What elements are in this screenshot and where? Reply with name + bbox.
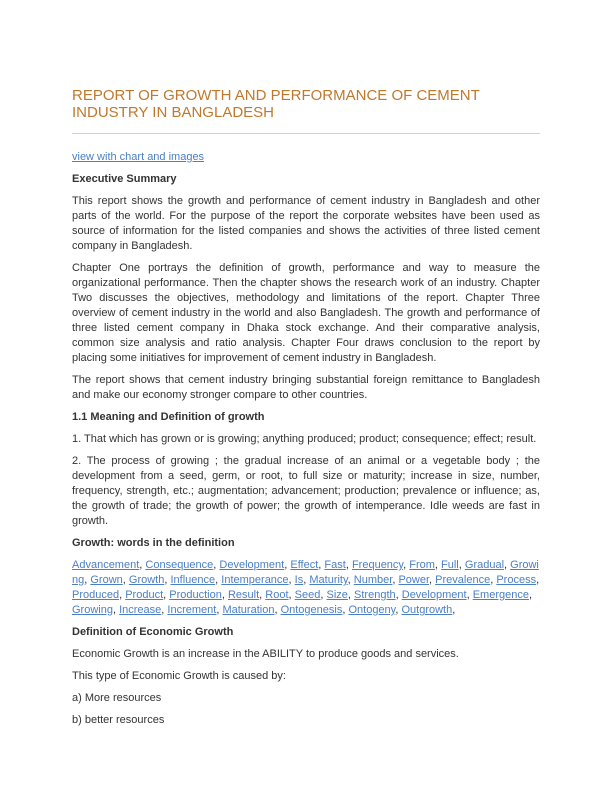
word-link[interactable]: Root [265, 589, 289, 601]
word-link[interactable]: Emergence [472, 589, 529, 601]
word-link[interactable]: Process [496, 574, 537, 586]
word-link[interactable]: Production [169, 589, 222, 601]
view-chart-link[interactable]: view with chart and images [72, 151, 205, 163]
definition-1: 1. That which has grown or is growing; anything produced; product; consequence; effect; result. [72, 433, 537, 445]
word-link[interactable]: Consequence [145, 559, 214, 571]
word-link[interactable]: Size [326, 589, 348, 601]
word-link[interactable]: Development [219, 559, 285, 571]
summary-paragraph-1: This report shows the growth and performance of cement industry in Bangladesh and other parts of the world. For the purpose of the report the corporate websites have been used as source of information for the listed companies and shows the activities of three listed cement company in Bangladesh. [72, 195, 540, 252]
word-link[interactable]: Frequency [351, 559, 404, 571]
economic-growth-text: Economic Growth is an increase in the ABILITY to produce goods and services. [72, 648, 459, 660]
executive-summary-heading: Executive Summary [72, 173, 177, 185]
word-link[interactable]: Result [227, 589, 260, 601]
definition-2: 2. The process of growing ; the gradual increase of an animal or a vegetable body ; the development from a seed, germ, or root, to full size or maturity; increase in size, number, frequency, strength, etc.; augmentation; advancement; production; prevalence or influence; as, the growth of trade; the growth of power; the growth of intemperance. Idle weeds are fast in growth. [72, 455, 540, 527]
summary-paragraph-2: Chapter One portrays the definition of growth, performance and way to measure the organizational performance. Then the chapter shows the research work of an industry. Chapter Two discusses the objectives, methodology and limitations of the report. Chapter Three overview of cement industry in the world and also Bangladesh. The growth and performance of three listed cement company in Dhaka stock exchange. And their comparative analysis, common size analysis and ratio analysis. Chapter Four draws conclusion to the report by placing some initiatives for improvement of cement industry in Bangladesh. [72, 262, 540, 364]
word-link[interactable]: Increment [167, 604, 217, 616]
word-link[interactable]: Strength [354, 589, 396, 601]
word-link[interactable]: Grown [90, 574, 123, 586]
word-link[interactable]: Advancement [72, 559, 140, 571]
word-link[interactable]: Prevalence [435, 574, 491, 586]
word-link[interactable]: Growing [72, 559, 539, 586]
word-link[interactable]: Ontogenesis [280, 604, 343, 616]
word-link[interactable]: Development [401, 589, 467, 601]
summary-paragraph-3: The report shows that cement industry bringing substantial foreign remittance to Bangladesh and make our economy stronger compare to other countries. [72, 374, 540, 401]
word-link[interactable]: Increase [119, 604, 162, 616]
word-link[interactable]: Influence [170, 574, 216, 586]
word-link[interactable]: Power [398, 574, 430, 586]
word-link[interactable]: Growth [128, 574, 165, 586]
word-link[interactable]: Gradual [464, 559, 505, 571]
word-link[interactable]: Maturity [309, 574, 348, 586]
word-link[interactable]: Ontogeny [348, 604, 396, 616]
word-link[interactable]: Seed [294, 589, 321, 601]
word-link[interactable]: Maturation [222, 604, 275, 616]
word-link[interactable]: Is [294, 574, 304, 586]
word-link[interactable]: Outgrowth [401, 604, 453, 616]
word-link[interactable]: Growing [72, 604, 113, 616]
word-link[interactable]: From [409, 559, 435, 571]
economic-item-1: a) More resources [72, 692, 162, 704]
page-title: REPORT OF GROWTH AND PERFORMANCE OF CEMENT INDUSTRY IN BANGLADESH [72, 87, 480, 121]
words-heading: Growth: words in the definition [72, 537, 235, 549]
section-heading: 1.1 Meaning and Definition of growth [72, 411, 265, 423]
word-link[interactable]: Fast [324, 559, 346, 571]
word-link[interactable]: Effect [290, 559, 319, 571]
word-link[interactable]: Product [125, 589, 164, 601]
words-list: Advancement, Consequence, Development, Effect, Fast, Frequency, From, Full, Gradual, Growing, Grown, Growth, Influence, Intemperance, Is, Maturity, Number, Power, Prevalence, Process, Produced, Product, Production, Result, Root, Seed, Size, Strength, Development, Emergence, Growing, Increase, Increment, Maturation, Ontogenesis, Ontogeny, Outgrowth, [72, 559, 540, 616]
economic-item-2: b) better resources [72, 714, 165, 726]
word-link[interactable]: Number [353, 574, 393, 586]
chart-link-paragraph [72, 150, 540, 165]
economic-growth-caused: This type of Economic Growth is caused by: [72, 670, 286, 682]
word-link[interactable]: Intemperance [221, 574, 289, 586]
word-link[interactable]: Produced [72, 589, 120, 601]
document-body [72, 150, 540, 735]
title-divider [72, 133, 540, 134]
economic-growth-heading: Definition of Economic Growth [72, 626, 234, 638]
word-link[interactable]: Full [441, 559, 459, 571]
